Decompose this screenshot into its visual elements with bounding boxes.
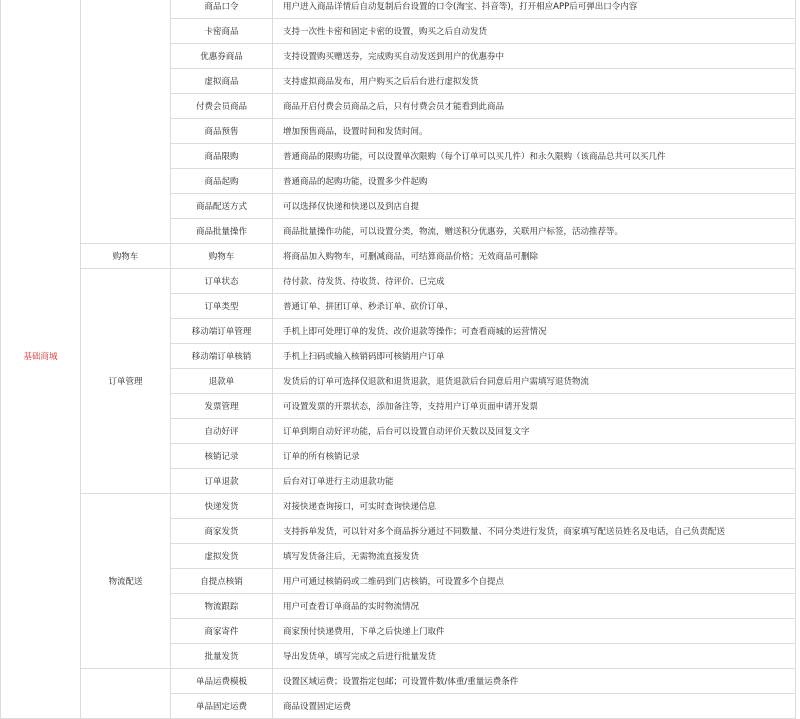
- feature-name-cell: 核销记录: [171, 444, 273, 469]
- feature-name-cell: 商品预售: [171, 119, 273, 144]
- feature-name-cell: 订单退款: [171, 469, 273, 494]
- feature-name-cell: 移动端订单核销: [171, 344, 273, 369]
- feature-name-cell: 退款单: [171, 369, 273, 394]
- feature-name-cell: 发票管理: [171, 394, 273, 419]
- feature-name-cell: 虚拟商品: [171, 69, 273, 94]
- feature-name-cell: 商品口令: [171, 0, 273, 19]
- feature-description-cell: 发货后的订单可选择仅退款和退货退款，退货退款后台同意后用户需填写退货物流: [273, 369, 796, 394]
- feature-name-cell: 快递发货: [171, 494, 273, 519]
- feature-description-cell: 待付款、待发货、待收货、待评价、已完成: [273, 269, 796, 294]
- feature-name-cell: 付费会员商品: [171, 94, 273, 119]
- feature-name-cell: 自动好评: [171, 419, 273, 444]
- feature-description-cell: 填写发货备注后，无需物流直接发货: [273, 544, 796, 569]
- module-cell: 订单管理: [81, 269, 171, 494]
- feature-description-cell: 手机上即可处理订单的发货、改价退款等操作；可查看商城的运营情况: [273, 319, 796, 344]
- feature-name-cell: 商家寄件: [171, 619, 273, 644]
- feature-description-cell: 将商品加入购物车，可删减商品，可结算商品价格；无效商品可删除: [273, 244, 796, 269]
- feature-name-cell: 商品批量操作: [171, 219, 273, 244]
- feature-description-cell: 支持设置购买赠送券，完成购买自动发送到用户的优惠券中: [273, 44, 796, 69]
- feature-name-cell: 优惠券商品: [171, 44, 273, 69]
- module-cell: 购物车: [81, 244, 171, 269]
- feature-name-cell: 卡密商品: [171, 19, 273, 44]
- feature-description-cell: 用户进入商品详情后自动复制后台设置的口令(淘宝、抖音等)，打开相应APP后可弹出口令内容: [273, 0, 796, 19]
- feature-description-cell: 普通商品的限购功能，可以设置单次限购（每个订单可以买几件）和永久限购（该商品总共可以买几件: [273, 144, 796, 169]
- feature-description-cell: 支持一次性卡密和固定卡密的设置，购买之后自动发货: [273, 19, 796, 44]
- module-cell: [81, 669, 171, 719]
- feature-table-body: [1, 0, 796, 719]
- feature-description-cell: 可设置发票的开票状态，添加备注等，支持用户订单页面申请开发票: [273, 394, 796, 419]
- feature-description-cell: 支持拆单发货，可以针对多个商品拆分通过不同数量、不同分类进行发货，商家填写配送员姓名及电话，自己负责配送: [273, 519, 796, 544]
- feature-name-cell: 虚拟发货: [171, 544, 273, 569]
- feature-description-cell: 可以选择仅快递和快递以及到店自提: [273, 194, 796, 219]
- feature-description-cell: 后台对订单进行主动退款功能: [273, 469, 796, 494]
- feature-description-cell: 商品批量操作功能，可以设置分类，物流，赠送积分优惠券，关联用户标签，活动推荐等。: [273, 219, 796, 244]
- feature-name-cell: 购物车: [171, 244, 273, 269]
- feature-description-cell: 用户可查看订单商品的实时物流情况: [273, 594, 796, 619]
- feature-description-cell: 用户可通过核销码或二维码到门店核销，可设置多个自提点: [273, 569, 796, 594]
- feature-name-cell: 订单状态: [171, 269, 273, 294]
- table-row: [1, 494, 796, 519]
- table-row: [1, 669, 796, 694]
- feature-description-cell: 订单的所有核销记录: [273, 444, 796, 469]
- feature-description-cell: 商品设置固定运费: [273, 694, 796, 719]
- feature-name-cell: 商品限购: [171, 144, 273, 169]
- feature-name-cell: 单品固定运费: [171, 694, 273, 719]
- category-cell: 基础商城: [1, 0, 81, 719]
- table-row: [1, 244, 796, 269]
- feature-name-cell: 商品起购: [171, 169, 273, 194]
- feature-name-cell: 商品配送方式: [171, 194, 273, 219]
- module-cell: 物流配送: [81, 494, 171, 669]
- feature-description-cell: 普通商品的起购功能，设置多少件起购: [273, 169, 796, 194]
- feature-name-cell: 订单类型: [171, 294, 273, 319]
- feature-description-cell: 增加预售商品，设置时间和发货时间。: [273, 119, 796, 144]
- feature-description-cell: 支持虚拟商品发布，用户购买之后后台进行虚拟发货: [273, 69, 796, 94]
- feature-description-cell: 导出发货单，填写完成之后进行批量发货: [273, 644, 796, 669]
- feature-name-cell: 移动端订单管理: [171, 319, 273, 344]
- feature-description-cell: 商品开启付费会员商品之后，只有付费会员才能看到此商品: [273, 94, 796, 119]
- feature-description-cell: 设置区域运费；设置指定包邮；可设置件数/体重/重量运费条件: [273, 669, 796, 694]
- feature-description-cell: 商家预付快递费用，下单之后快递上门取件: [273, 619, 796, 644]
- feature-description-cell: 订单到期自动好评功能，后台可以设置自动评价天数以及回复文字: [273, 419, 796, 444]
- feature-description-cell: 手机上扫码或输入核销码即可核销用户订单: [273, 344, 796, 369]
- feature-name-cell: 自提点核销: [171, 569, 273, 594]
- feature-name-cell: 商家发货: [171, 519, 273, 544]
- feature-name-cell: 批量发货: [171, 644, 273, 669]
- feature-description-cell: 对接快递查询接口，可实时查询快递信息: [273, 494, 796, 519]
- module-cell: [81, 0, 171, 244]
- feature-description-cell: 普通订单、拼团订单、秒杀订单、砍价订单、: [273, 294, 796, 319]
- feature-name-cell: 单品运费模板: [171, 669, 273, 694]
- table-row: [1, 0, 796, 19]
- feature-name-cell: 物流跟踪: [171, 594, 273, 619]
- table-row: [1, 269, 796, 294]
